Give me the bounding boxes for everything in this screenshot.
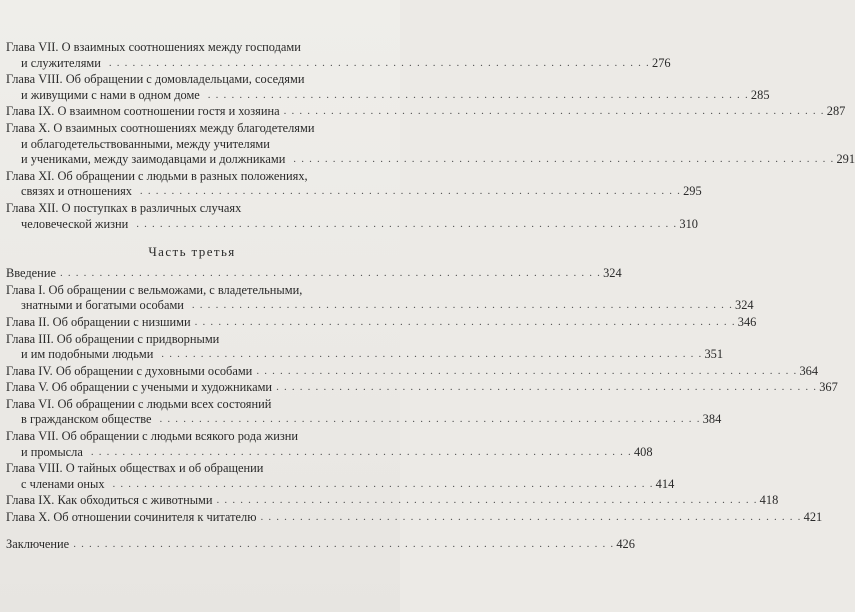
toc-entry-last-line [6,184,702,201]
toc-entry-text: Глава II. Об обращении с низшими [6,314,191,329]
page-number: 291 [836,152,855,167]
dot-leader [73,537,614,553]
page-number: 426 [616,536,635,551]
toc-conclusion [6,536,635,554]
toc-entry [6,72,770,104]
toc-entry-last-line [6,536,635,554]
page-number: 408 [633,444,653,459]
toc-entry [6,493,779,510]
toc-entry-text: связях и отношениях [21,184,132,199]
toc-section-part-three [6,266,838,527]
toc-entry [6,461,675,493]
toc-entry-last-line [6,476,675,494]
toc-entry [6,120,855,169]
toc-entry [6,380,838,397]
toc-entry [6,331,724,364]
toc-entry [6,168,702,201]
toc-entry-last-line [6,380,838,397]
toc-entry-last-line [6,363,819,381]
dot-leader [284,104,825,120]
toc-entry-text: Глава IX. О взаимном соотношении гостя и хозяина [6,104,280,119]
toc-entry [6,363,819,381]
page-number: 418 [759,493,779,508]
toc-entry-last-line [6,216,698,234]
page-number: 346 [737,314,757,329]
toc-entry-text: Глава X. Об отношении сочинителя к читателю [6,510,257,525]
dot-leader [87,446,632,458]
dot-leader [136,185,681,197]
toc-entry-text: Глава VII. Об обращении с людьми всякого рода жизни [6,429,299,444]
toc-entry-last-line [6,87,770,105]
page-number: 414 [655,476,675,491]
toc-entry-last-line [6,412,722,429]
toc-entry-text: Глава VIII. О тайных обществах и об обращении [6,461,264,476]
toc-entry-last-line [6,55,671,73]
dot-leader [157,348,702,360]
page-number: 367 [819,380,838,395]
dot-leader [195,315,736,331]
dot-leader [109,478,654,490]
page-number: 287 [826,104,846,119]
toc-entry-text: и служителями [21,55,101,70]
toc-entry-last-line [6,347,724,364]
toc-entry-last-line [6,493,779,510]
page-number: 351 [704,347,724,362]
toc-entry [6,266,622,283]
toc-entry-last-line [6,266,622,283]
toc-entry [6,200,698,233]
toc-entry-text: Глава XI. Об обращении с людьми в разных положениях, [6,168,308,183]
toc-entry [6,314,757,332]
toc-entry [6,429,653,461]
toc-entry-last-line [6,298,754,315]
toc-entry-last-line [6,152,855,169]
toc-entry [6,40,671,72]
toc-entry [6,536,635,554]
toc-entry-text: знатными и богатыми особами [21,298,184,313]
toc-entry-text: с членами оных [21,476,105,491]
spacer [6,527,378,537]
part-title: Часть третья [148,244,236,260]
toc-entry [6,282,754,315]
dot-leader [276,380,817,396]
page-number: 276 [652,55,671,70]
toc-entry-last-line [6,510,823,527]
toc-entry-last-line [6,314,757,332]
page-number: 295 [683,184,702,199]
toc-entry-text: Глава IX. Как обходиться с животными [6,493,213,508]
toc-entry-last-line [6,444,653,462]
toc-entry-text: и учениками, между заимодавцами и должниками [21,152,286,167]
page-number: 421 [803,510,823,525]
dot-leader [60,266,601,282]
toc-entry-text: Заключение [6,536,70,551]
toc-entry-text: Глава III. Об обращении с придворными [6,331,220,346]
toc-entry-text: Глава VI. Об обращении с людьми всех состояний [6,396,272,411]
page-number: 364 [799,363,819,378]
dot-leader [256,364,797,380]
toc-entry-text: Глава VII. О взаимных соотношениях между господами [6,40,301,54]
toc-entry-text: и облагодетельствованными, между учителями [21,136,270,151]
dot-leader [132,218,677,230]
toc-entry [6,396,722,429]
toc-entry-text: Глава X. О взаимных соотношениях между благодетелями [6,120,315,135]
dot-leader [204,89,749,101]
toc-entry-text: человеческой жизни [21,216,129,231]
toc-entry-text: Глава XII. О поступках в различных случаях [6,200,242,215]
dot-leader [105,57,650,69]
toc-entry [6,104,846,121]
toc-entry-text: и живущими с нами в одном доме [21,87,200,102]
dot-leader [188,299,733,311]
toc-entry-text: и им подобными людьми [21,347,154,362]
toc-entry-last-line [6,104,846,121]
toc-entry-text: Глава V. Об обращении с учеными и художниками [6,380,273,395]
dot-leader [217,493,758,509]
page-number: 310 [679,216,698,231]
toc-entry-text: Введение [6,266,56,281]
toc-entry-text: в гражданском обществе [21,412,152,427]
page-number: 384 [702,412,722,427]
dot-leader [156,413,701,425]
page-number: 324 [735,298,754,313]
page-number: 285 [750,87,770,102]
page-number: 324 [603,266,622,281]
toc-entry-text: и промысла [21,444,83,459]
toc-entry-text: Глава I. Об обращении с вельможами, с владетельными, [6,282,303,297]
dot-leader [260,510,801,526]
toc-entry-text: Глава IV. Об обращении с духовными особами [6,363,253,378]
toc-entry [6,510,823,527]
toc-section-part-two-end [6,40,855,233]
dot-leader [289,153,834,165]
toc-entry-text: Глава VIII. Об обращении с домовладельцами, соседями [6,72,305,87]
